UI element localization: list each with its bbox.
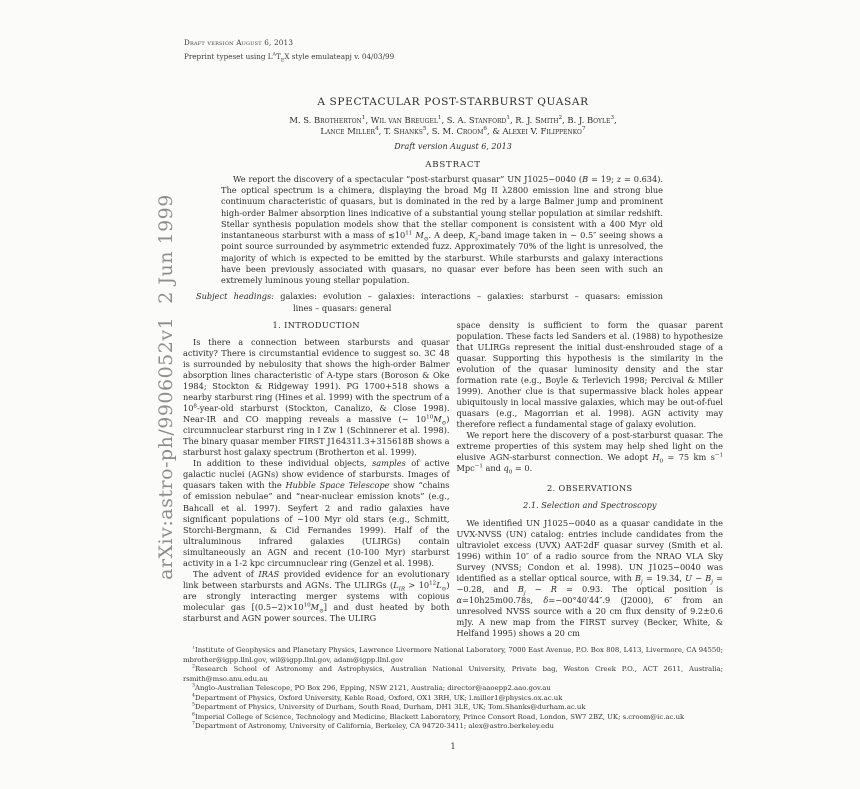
authors-line-1: M. S. Brotherton$^1$, Wil van Breugel$^1$, S. A. Stanford$^1$, R. J. Smith$^2$, B. J. Boyle$^3$, (289, 115, 617, 125)
right-column (457, 320, 724, 646)
preprint-typeset-line: Preprint typeset using $L^AT_EX$ style emulateapj v. 04/03/99 (184, 51, 395, 64)
title-block (183, 96, 723, 151)
page-number: 1 (450, 742, 456, 751)
subject-headings (196, 291, 663, 313)
draft-version-line: Draft version August 6, 2013 (184, 38, 294, 47)
footnote-6: $^6$Imperial College of Science, Technology and Medicine, Blackett Laboratory, Prince Consort Road, London, SW7 2BZ, UK; s.croom@ic.ac.uk (192, 712, 685, 721)
abstract-body: We report the discovery of a spectacular “post-starburst quasar” UN J1025−0040 (B = 19; z = 0.634). The optical spectrum is a chimera, displaying the broad Mg II λ2800 emission line and strong blue continuum characteristic of quasars, but is dominated in the red by a large Balmer jump and prominent high-order Balmer absorption lines indicative of a substantial young stellar population at similar redshift. Stellar synthesis population models show that the stellar component is consistent with a 400 Myr old instantaneous starburst with a mass of $≲10^{11}$ $M_⊙$. A deep, $K_s$-band image taken in ∼ 0.5″ seeing shows a point source surrounded by asymmetric extended fuzz. Approximately 70% of the light is unresolved, the majority of which is expected to be emitted by the starburst. While starbursts and galaxy interactions have been previously associated with quasars, no quasar ever before has been seen with such an extremely luminous young stellar population. (221, 174, 663, 286)
left-column (183, 320, 450, 646)
section-1-heading: 1. INTRODUCTION (272, 320, 360, 330)
arxiv-identifier-watermark: arXiv:astro-ph/9906052v1 2 Jun 1999 (155, 194, 177, 580)
author-list (183, 115, 723, 137)
intro-paragraph-2: In addition to these individual objects, samples of active galactic nuclei (AGNs) show evidence of starbursts. Images of quasars taken with the Hubble Space Telescope show “chains of emission nebulae” and “near-nuclear emission knots” (e.g., Bahcall et al. 1997). Seyfert 2 and radio galaxies have significant populations of ∼100 Myr old stars (e.g., Schmitt, Storchi-Bergmann, & Cid Fernandes 1999). Half of the ultraluminous infrared galaxies (ULIRGs) contain simultaneously an AGN and recent (10-100 Myr) starburst activity in a 1-2 kpc circumnuclear ring (Genzel et al. 1998). (183, 458, 450, 568)
section-2-heading: 2. OBSERVATIONS (546, 483, 633, 494)
body-columns (183, 320, 723, 646)
footnote-4: $^4$Department of Physics, Oxford University, Keble Road, Oxford, OX1 3RH, UK; l.miller1@physics.ox.ac.uk (192, 693, 563, 702)
intro-paragraph-1: Is there a connection between starbursts and quasar activity? There is circumstantial evidence to suggest so. 3C 48 is surrounded by nebulosity that shows the high-order Balmer absorption lines characteristic of A-type stars (Boroson & Oke 1984; Stockton & Ridgeway 1991). PG 1700+518 shows a nearby starburst ring (Hines et al. 1999) with the spectrum of a $10^8-year$-old starburst (Stockton, Canalizo, & Close 1998). Near-IR and CO mapping reveals a massive (∼ $10^{10}M_⊙$) circumnuclear starburst ring in I Zw 1 (Schinnerer et al. 1998). The binary quasar member FIRST J164311.3+315618B shows a starburst host galaxy spectrum (Brotherton et al. 1999). (183, 337, 450, 458)
section-2-1-heading: 2.1. Selection and Spectroscopy (523, 500, 657, 511)
footnote-1: $^1$Institute of Geophysics and Planetary Physics, Lawrence Livermore National Laboratory, 7000 East Avenue, P.O. Box 808, L413, Livermore, CA 94550; mbrother@igpp.llnl.gov, wil@igpp.llnl.gov, adam@igpp.llnl.gov (183, 646, 723, 664)
abstract-section (183, 160, 723, 318)
footnote-3: $^3$Anglo-Australian Telescope, PO Box 296, Epping, NSW 2121, Australia; director@aaoepp2.aao.gov.au (192, 683, 551, 693)
observations-paragraph: We identified UN J1025−0040 as a quasar candidate in the UVX-NVSS (UN) catalog: entries include candidates from the ultraviolet excess (UVX) AAT-2dF quasar survey (Smith et al. 1996) within 10″ of a radio source from the NRAO VLA Sky Survey (NVSS; Condon et al. 1998). UN J1025−0040 was identified as a stellar optical source, with $B_j = 19.34$, $U - B_j = -0.28$, and $B_j - R = 0.93$. The optical position is α=10h25m00.78s, δ=−00°40′44″.9 (J2000), 6″ from an unresolved NVSS source with a 20 cm flux density of 9.2±0.6 mJy. A new map from the FIRST survey (Becker, White, & Helfand 1995) shows a 20 cm (456, 517, 723, 638)
footnotes-block (183, 646, 723, 740)
subject-headings-line-1: Subject headings: galaxies: evolution – galaxies: interactions – galaxies: starburst – quasars: emission (196, 291, 663, 302)
continuation-paragraph: space density is sufficient to form the quasar parent population. These facts led Sanders et al. (1988) to hypothesize that ULIRGs represent the initial dust-enshrouded stage of a quasar. Supporting this hypothesis is the similarity in the evolution of the quasar luminosity density and the star formation rate (e.g., Boyle & Terlevich 1998; Percival & Miller 1999). Another clue is that supermassive black holes appear ubiquitously in local massive galaxies, which may be out-of-fuel quasars (e.g., Magorrian et al. 1998). AGN activity may therefore reflect a fundamental stage of galaxy evolution. (456, 320, 723, 430)
intro-paragraph-3: The advent of IRAS provided evidence for an evolutionary link between starbursts and AGNs. The ULIRGs $(L_{IR} > 10^{12}L_⊙)$ are strongly interacting merger systems with copious molecular gas $[(0.5-2)\times 10^{10}M_⊙]$ and dust heated by both starburst and AGN power sources. The ULIRG (183, 568, 450, 623)
paper-title: A SPECTACULAR POST-STARBURST QUASAR (317, 96, 589, 108)
footnote-5: $^5$Department of Physics, University of Durham, South Road, Durham, DH1 3LE, UK; Tom.Shanks@durham.ac.uk (192, 702, 586, 712)
subject-headings-line-2: lines – quasars: general (293, 302, 392, 313)
abstract-heading: ABSTRACT (425, 160, 481, 170)
footnote-7: $^7$Department of Astronomy, University of California, Berkeley, CA 94720-3411; alex@astro.berkeley.edu (192, 721, 554, 731)
preprint-header (184, 36, 394, 63)
authors-line-2: Lance Miller$^4$, T. Shanks$^5$, S. M. Croom$^6$, & Alexei V. Filippenko$^7$ (320, 125, 586, 136)
dateline: Draft version August 6, 2013 (394, 141, 512, 151)
discovery-paragraph: We report here the discovery of a post-starburst quasar. The extreme properties of this system may help shed light on the elusive AGN-starburst connection. We adopt $H_0 = 75$ km $s^{-1}$ Mpc$^{-1}$ and $q_0 = 0$. (456, 430, 723, 477)
footnote-2: $^2$Research School of Astronomy and Astrophysics, Australian National University, Private bag, Weston Creek P.O., ACT 2611, Australia; rsmith@mso.anu.edu.au (183, 664, 723, 683)
